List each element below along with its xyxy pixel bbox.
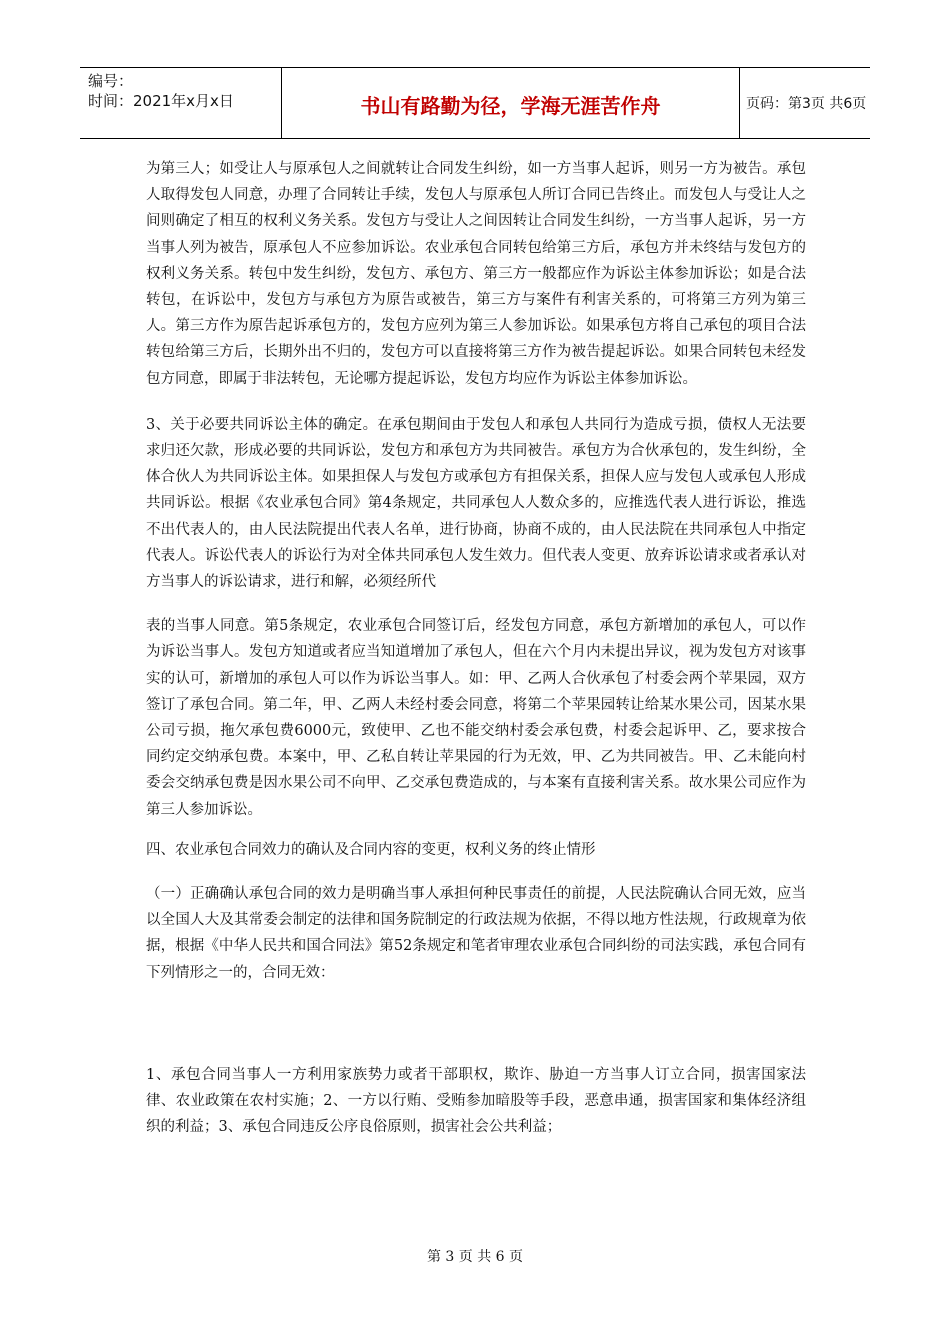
paragraph-invalid-cases: 1、承包合同当事人一方利用家族势力或者干部职权，欺诈、胁迫一方当事人订立合同，损害国家法律、农业政策在农村实施；2、一方以行贿、受贿参加暗股等手段，恶意串通，损害国家和集体经济组织的利益；3、承包合同违反公序良俗原则，损害社会公共利益； — [146, 1066, 806, 1136]
document-body — [146, 156, 806, 1141]
document-header — [80, 67, 870, 139]
page-footer: 第 3 页 共 6 页 — [426, 1249, 524, 1265]
paragraph-article-5: 表的当事人同意。第5条规定，农业承包合同签订后，经发包方同意，承包方新增加的承包人，可以作为诉讼当事人。发包方知道或者应当知道增加了承包人，但在六个月内未提出异议，视为发包方对该事实的认可，新增加的承包人可以作为诉讼当事人。如：甲、乙两人合伙承包了村委会两个苹果园，双方签订了承包合同。第二年，甲、乙两人未经村委会同意，将第二个苹果园转让给某水果公司，因某水果公司亏损，拖欠承包费6000元，致使甲、乙也不能交纳村委会承包费，村委会起诉甲、乙，要求按合同约定交纳承包费。本案中，甲、乙私自转让苹果园的行为无效，甲、乙为共同被告。甲、乙未能向村委会交纳承包费是因水果公司不向甲、乙交承包费造成的，与本案有直接利害关系。故水果公司应作为第三人参加诉讼。 — [146, 618, 806, 818]
number-label: 编号： — [88, 72, 134, 90]
header-page-cell — [740, 68, 870, 138]
page-code: 页码：第3页 共6页 — [746, 96, 867, 112]
paragraph-continuation: 为第三人；如受让人与原承包人之间就转让合同发生纠纷，如一方当事人起诉，则另一方为被告。承包人取得发包人同意，办理了合同转让手续，发包人与原承包人所订合同已告终止。而发包人与受让人之间则确定了相互的权利义务关系。发包方与受让人之间因转让合同发生纠纷，一方当事人起诉，另一方当事人列为被告，原承包人不应参加诉讼。农业承包合同转包给第三方后，承包方并未终结与发包方的权利义务关系。转包中发生纠纷，发包方、承包方、第三方一般都应作为诉讼主体参加诉讼；如是合法转包，在诉讼中，发包方与承包方为原告或被告，第三方与案件有利害关系的，可将第三方列为第三人。第三方作为原告起诉承包方的，发包方应列为第三人参加诉讼。如果承包方将自己承包的项目合法转包给第三方后，长期外出不归的，发包方可以直接将第三方作为被告提起诉讼。如果合同转包未经发包方同意，即属于非法转包，无论哪方提起诉讼，发包方均应作为诉讼主体参加诉讼。 — [146, 161, 806, 387]
motto-text: 书山有路勤为径，学海无涯苦作舟 — [360, 94, 661, 118]
time-label: 时间：2021年x月x日 — [88, 92, 234, 110]
paragraph-contract-validity: （一）正确确认承包合同的效力是明确当事人承担何种民事责任的前提，人民法院确认合同无效，应当以全国人大及其常委会制定的法律和国务院制定的行政法规为依据，不得以地方性法规，行政规章为依据，根据《中华人民共和国合同法》第52条规定和笔者审理农业承包合同纠纷的司法实践，承包合同有下列情形之一的，合同无效： — [146, 886, 806, 981]
header-meta-cell — [80, 68, 280, 138]
paragraph-joint-litigation: 3、关于必要共同诉讼主体的确定。在承包期间由于发包人和承包人共同行为造成亏损，债权人无法要求归还欠款，形成必要的共同诉讼，发包方和承包方为共同被告。承包方为合伙承包的，发生纠纷，全体合伙人为共同诉讼主体。如果担保人与发包方或承包方有担保关系，担保人应与发包人或承包人形成共同诉讼。根据《农业承包合同》第4条规定，共同承包人人数众多的，应推选代表人进行诉讼，推选不出代表人的，由人民法院提出代表人名单，进行协商，协商不成的，由人民法院在共同承包人中指定代表人。诉讼代表人的诉讼行为对全体共同承包人发生效力。但代表人变更、放弃诉讼请求或者承认对方当事人的诉讼请求，进行和解，必须经所代 — [146, 416, 806, 591]
section-heading: 四、农业承包合同效力的确认及合同内容的变更，权利义务的终止情形 — [146, 841, 596, 858]
header-motto-cell — [281, 68, 740, 138]
